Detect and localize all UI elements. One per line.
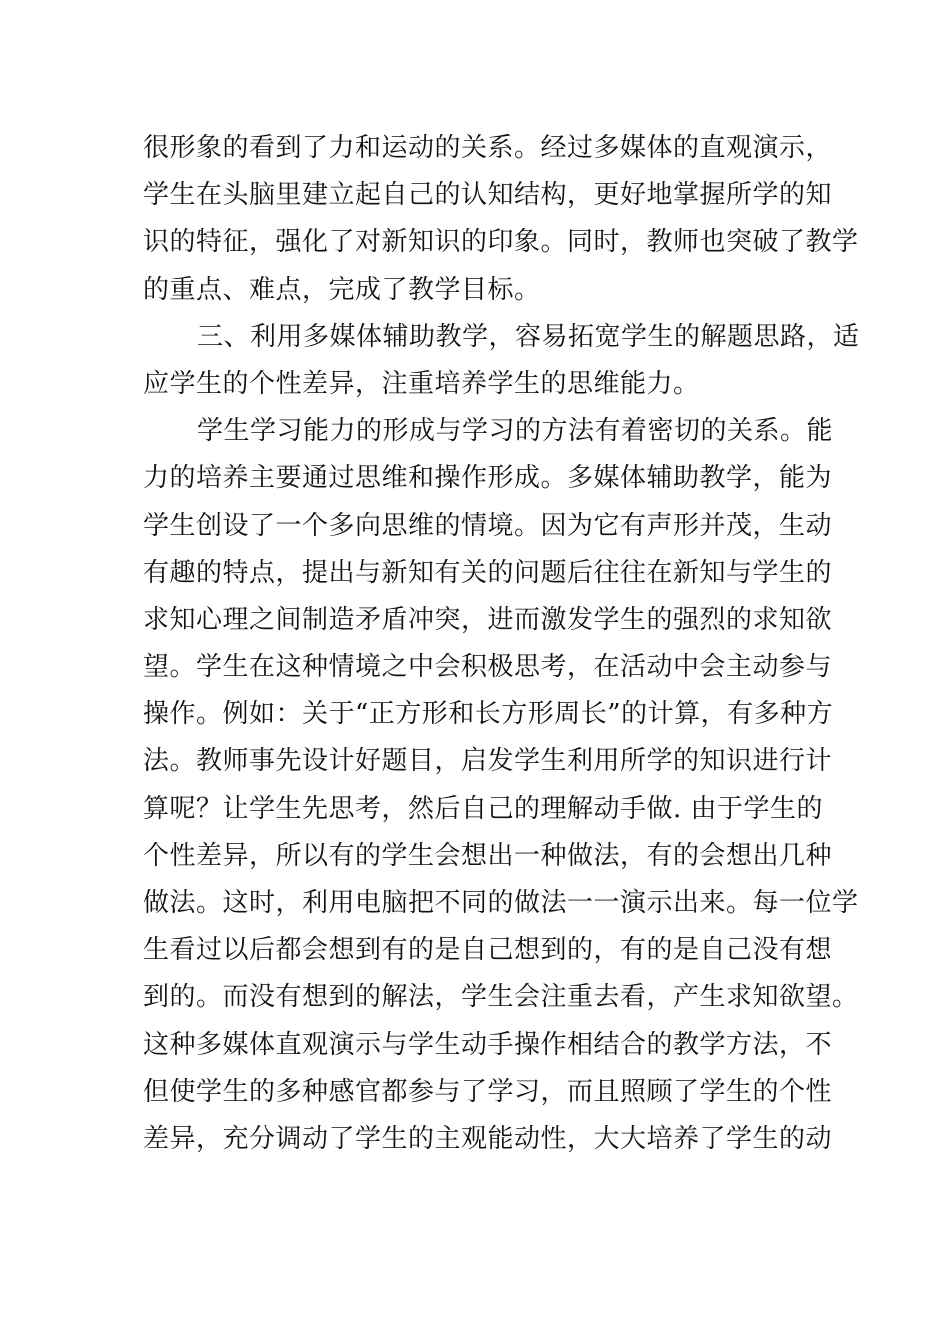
text-line: 但使学生的多种感官都参与了学习，而且照顾了学生的个性: [143, 1076, 833, 1107]
text-line: 有趣的特点，提出与新知有关的问题后往往在新知与学生的: [143, 557, 833, 588]
section-heading-line: 应学生的个性差异，注重培养学生的思维能力。: [143, 368, 700, 399]
text-line: 操作。例如：关于“正方形和长方形周长”的计算，有多种方: [143, 699, 834, 730]
text-line: 算呢？让学生先思考，然后自己的理解动手做. 由于学生的: [143, 793, 824, 824]
text-line: 求知心理之间制造矛盾冲突，进而激发学生的强烈的求知欲: [143, 604, 833, 635]
text-line: 很形象的看到了力和运动的关系。经过多媒体的直观演示，: [143, 133, 833, 163]
text-line: 这种多媒体直观演示与学生动手操作相结合的教学方法，不: [143, 1029, 833, 1060]
paragraph-start-line: 学生学习能力的形成与学习的方法有着密切的关系。能: [197, 416, 834, 447]
text-line: 差异，充分调动了学生的主观能动性，大大培养了学生的动: [143, 1123, 833, 1154]
text-line: 生看过以后都会想到有的是自己想到的，有的是自己没有想: [143, 935, 833, 966]
body-text: [143, 125, 860, 1163]
text-line: 到的。而没有想到的解法，学生会注重去看，产生求知欲望。: [143, 982, 859, 1013]
text-line: 力的培养主要通过思维和操作形成。多媒体辅助教学，能为: [143, 463, 833, 494]
text-line: 学生在头脑里建立起自己的认知结构，更好地掌握所学的知: [143, 180, 833, 211]
text-line: 识的特征，强化了对新知识的印象。同时，教师也突破了教学: [143, 227, 859, 258]
text-line: 的重点、难点，完成了教学目标。: [143, 274, 541, 305]
text-line: 望。学生在这种情境之中会积极思考，在活动中会主动参与: [143, 652, 833, 683]
text-line: 学生创设了一个多向思维的情境。因为它有声形并茂，生动: [143, 510, 833, 541]
text-line: 法。教师事先设计好题目，启发学生利用所学的知识进行计: [143, 746, 833, 777]
text-line: 做法。这时，利用电脑把不同的做法一一演示出来。每一位学: [143, 888, 859, 918]
text-line: 个性差异，所以有的学生会想出一种做法，有的会想出几种: [143, 840, 833, 871]
section-heading-line: 三、利用多媒体辅助教学，容易拓宽学生的解题思路，适: [197, 321, 860, 352]
